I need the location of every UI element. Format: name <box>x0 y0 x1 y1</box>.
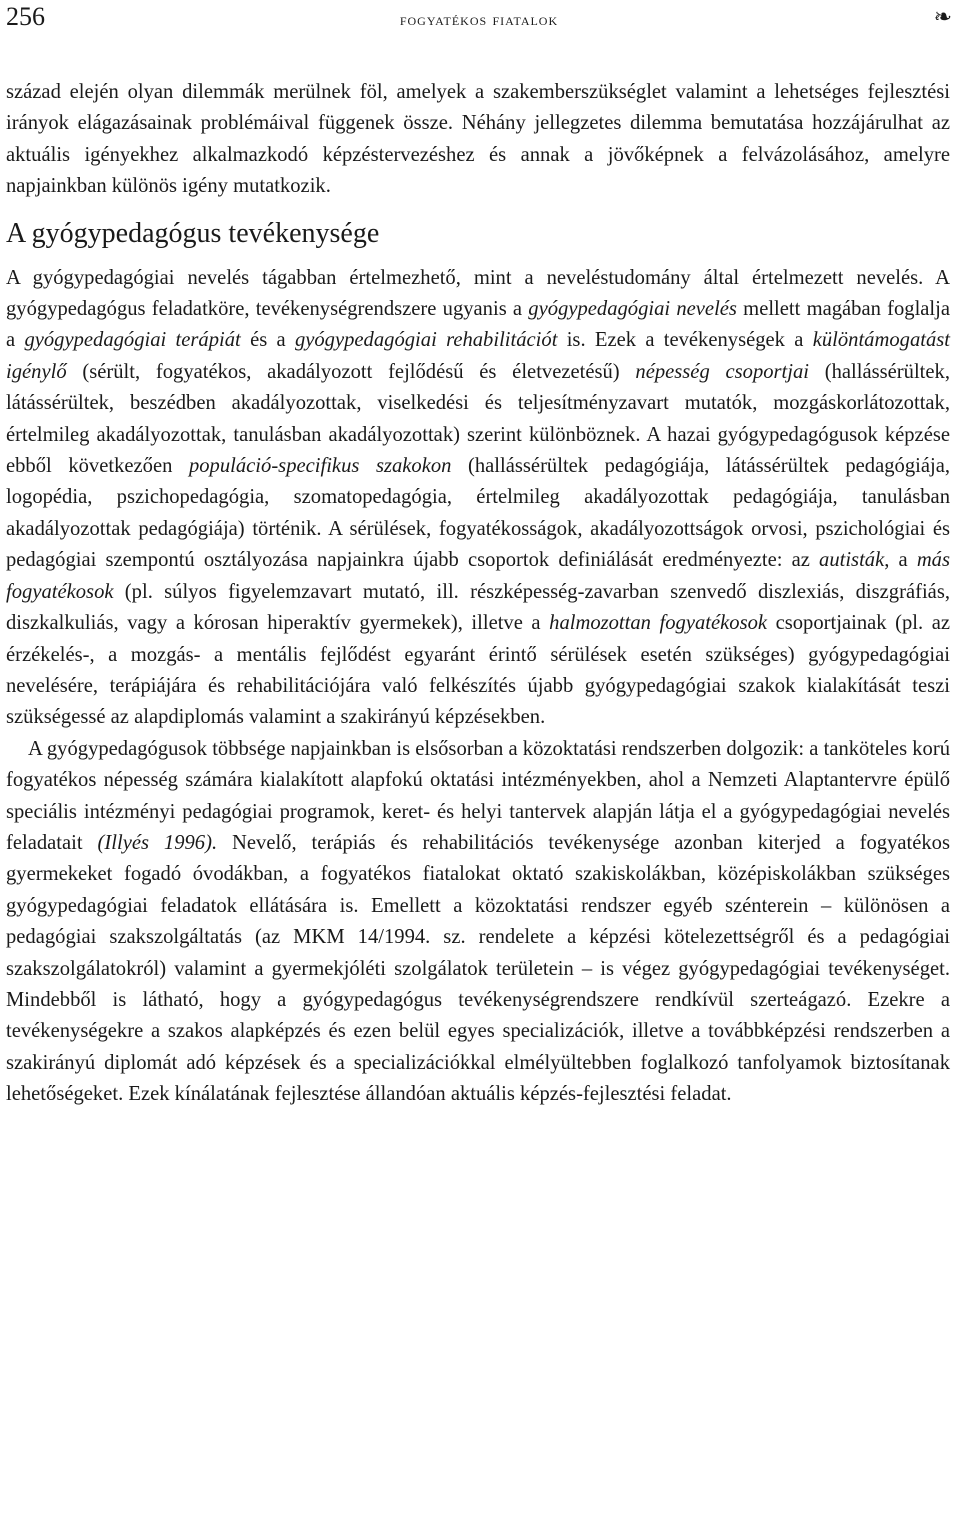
page-header <box>6 2 952 36</box>
text-run: mellett magában foglalja a <box>6 298 951 352</box>
running-head: fogyatékos fiatalok <box>399 10 559 29</box>
section-heading: A gyógypedagógus tevékenysége <box>6 217 380 249</box>
emphasis: gyógypedagógiai rehabilitációt <box>294 329 558 352</box>
fleuron-icon: ❧ <box>933 4 952 29</box>
text-run: (sérült, fogyatékos, akadályozott fejlődésű és életvezetésű) <box>66 360 636 383</box>
text-run: (pl. súlyos figyelemzavart mutató, ill. részképesség-zavarban szenvedő diszlexiás, diszgráfiás, diszkalkuliás, vagy a kórosan hiperaktív gyermekek), illetve a <box>6 580 950 635</box>
section-paragraph-1 <box>6 263 950 734</box>
emphasis: más fogyatékosok <box>6 549 950 603</box>
intro-paragraph: század elején olyan dilemmák merülnek föl, amelyek a szakemberszükséglet valamint a lehetséges fejlesztési irányok elágazásainak problémáival függenek össze. Néhány jellegzetes dilemma bemutatása hozzájárulhat az aktuális igényekhez alkalmazkodó képzéstervezéshez és annak a jövőképnek a felvázolásához, amelyre napjainkban különös igény mutatkozik. <box>6 81 950 198</box>
text-run: is. Ezek a tevékenységek a <box>557 329 813 352</box>
text-run: A gyógypedagógusok többsége napjainkban is elsősorban a közoktatási rendszerben dolgozik: a tanköteles korú fogyatékos népesség számára kialakított alapfokú oktatási intézményekben, ahol a Nemzeti Alaptantervre épülő speciális intézményi pedagógiai programok, keret- és helyi tantervek alapján látja el a gyógypedagógiai nevelés feladatait <box>6 737 950 854</box>
emphasis: különtámogatást igénylő <box>6 329 950 383</box>
text-run: Nevelő, terápiás és rehabilitációs tevékenysége azonban kiterjed a fogyatékos gyermekeket fogadó óvodákban, a fogyatékos fiatalokat oktató szakiskolákban, középiskolákban szükséges gyógypedagógiai feladatok ellátására is. Emellett a közoktatási rendszer egyéb szénterein – különösen a pedagógiai szakszolgáltatás (az MKM 14/1994. sz. rendelete a képzési kötelezettségről és a pedagógiai szakszolgálatokról) valamint a gyermekjóléti szolgálatok területein – is végez gyógypedagógiai tevékenységet. Mindebből is látható, hogy a gyógypedagógus tevékenységrendszere rendkívül szerteágazó. Ezekre a tevékenységekre a szakos alapképzés és ezen belül egyes specializációk, illetve a továbbképzési rendszerben a szakirányú diplomát adó képzések és a specializációkkal elmélyültebben foglalkozó tanfolyamok biztosítanak lehetőségeket. Ezek kínálatának fejlesztése állandóan aktuális képzés-fejlesztési feladat. <box>6 831 950 1106</box>
emphasis: gyógypedagógiai terápiát <box>24 329 241 352</box>
section-paragraph-2 <box>6 734 950 1111</box>
emphasis: halmozottan fogyatékosok <box>549 612 768 635</box>
text-run: (hallássérültek, látássérültek, beszédben akadályozottak, viselkedési és teljesítményzavart mutatók, mozgáskorlátozottak, értelmileg akadályozottak, tanulásban akadályozottak) szerint különböznek. A hazai gyógypedagógusok képzése ebből következően <box>6 360 950 478</box>
text-run: (hallássérültek pedagógiája, látássérültek pedagógiája, logopédia, pszichopedagógia, szomatopedagógia, értelmileg akadályozottak pedagógiája, tanulásban akadályozottak pedagógiája) történik. A sérülések, fogyatékosságok, akadályozottságok orvosi, pszichológiai és pedagógiai szempontú osztályozása napjainkra újabb csoportok definiálását eredményezte: az <box>6 455 950 572</box>
citation: (Illyés 1996). <box>97 831 218 854</box>
text-run: csoportjainak (pl. az érzékelés-, a mozgás- a mentális fejlődést egyaránt érintő sérülések esetén szükséges) gyógypedagógiai nevelésére, terápiájára és rehabilitációjára való felkészítés újabb gyógypedagógiai szakok kialakítását teszi szükségessé az alapdiplomás valamint a szakirányú képzésekben. <box>6 612 950 729</box>
text-run: és a <box>240 329 295 352</box>
text-run: , a <box>884 549 917 572</box>
text-run: A gyógypedagógiai nevelés tágabban értelmezhető, mint a neveléstudomány által értelmezett nevelés. A gyógypedagógus feladatköre, tevékenységrendszere ugyanis a <box>6 266 950 321</box>
emphasis: gyógypedagógiai nevelés <box>528 298 737 321</box>
emphasis: népesség csoportjai <box>635 360 810 383</box>
emphasis: populáció-specifikus szakokon <box>188 455 452 478</box>
page-number: 256 <box>6 2 45 31</box>
emphasis: autisták <box>819 549 885 572</box>
page-body <box>6 77 950 1111</box>
